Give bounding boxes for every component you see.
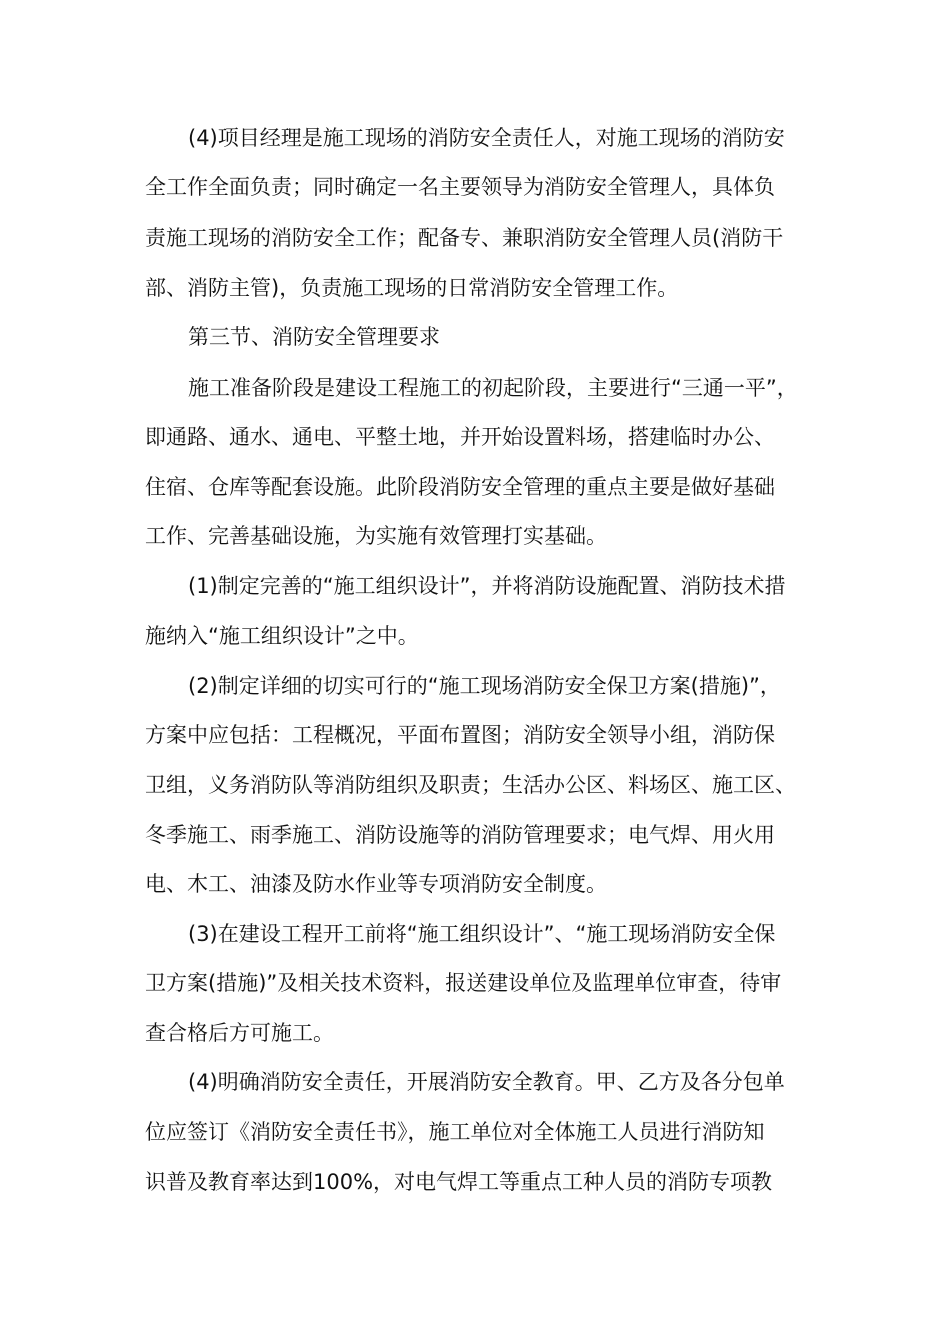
text-line xyxy=(0,820,950,850)
text-line-content: 施工准备阶段是建设工程施工的初起阶段，主要进行“三通一平”， xyxy=(188,376,798,400)
text-line xyxy=(0,273,950,303)
text-line xyxy=(0,521,950,551)
text-line xyxy=(0,919,950,949)
text-line-content: 查合格后方可施工。 xyxy=(145,1021,334,1045)
text-line xyxy=(0,770,950,800)
text-line-content: 位应签订《消防安全责任书》，施工单位对全体施工人员进行消防知 xyxy=(145,1120,765,1144)
text-line-content: 工作、完善基础设施，为实施有效管理打实基础。 xyxy=(145,524,607,548)
text-line xyxy=(0,1067,950,1097)
text-line-content: 责施工现场的消防安全工作；配备专、兼职消防安全管理人员(消防干 xyxy=(145,226,784,250)
text-line-content: 住宿、仓库等配套设施。此阶段消防安全管理的重点主要是做好基础 xyxy=(145,475,775,499)
text-line-content: 冬季施工、雨季施工、消防设施等的消防管理要求；电气焊、用火用 xyxy=(145,823,775,847)
text-line-content: 卫方案(措施)”及相关技术资料，报送建设单位及监理单位审查，待审 xyxy=(145,971,782,995)
text-line-content: 方案中应包括：工程概况，平面布置图；消防安全领导小组，消防保 xyxy=(145,723,775,747)
section-heading-text: 第三节、消防安全管理要求 xyxy=(188,325,440,349)
text-line-content: 识普及教育率达到100%，对电气焊工等重点工种人员的消防专项教 xyxy=(145,1170,773,1194)
text-line xyxy=(0,223,950,253)
text-line xyxy=(0,422,950,452)
text-line xyxy=(0,472,950,502)
text-line xyxy=(0,123,950,153)
section-heading xyxy=(0,322,950,352)
text-line xyxy=(0,172,950,202)
text-line-content: (2)制定详细的切实可行的“施工现场消防安全保卫方案(措施)”， xyxy=(188,674,781,698)
text-line-content: (4)项目经理是施工现场的消防安全责任人，对施工现场的消防安 xyxy=(188,126,785,150)
text-line-content: 卫组，义务消防队等消防组织及职责；生活办公区、料场区、施工区、 xyxy=(145,773,796,797)
text-line-content: (1)制定完善的“施工组织设计”，并将消防设施配置、消防技术措 xyxy=(188,574,786,598)
text-line-content: 部、消防主管)，负责施工现场的日常消防安全管理工作。 xyxy=(145,276,679,300)
text-line xyxy=(0,968,950,998)
text-line xyxy=(0,1117,950,1147)
text-line-content: (3)在建设工程开工前将“施工组织设计”、“施工现场消防安全保 xyxy=(188,922,776,946)
text-line-content: 电、木工、油漆及防水作业等专项消防安全制度。 xyxy=(145,872,607,896)
text-line xyxy=(0,373,950,403)
text-line xyxy=(0,869,950,899)
text-line xyxy=(0,671,950,701)
text-line xyxy=(0,1018,950,1048)
text-line-content: 即通路、通水、通电、平整土地，并开始设置料场，搭建临时办公、 xyxy=(145,425,775,449)
text-line xyxy=(0,1167,950,1197)
text-line-content: 全工作全面负责；同时确定一名主要领导为消防安全管理人，具体负 xyxy=(145,175,775,199)
text-line xyxy=(0,621,950,651)
text-line xyxy=(0,720,950,750)
text-line-content: (4)明确消防安全责任，开展消防安全教育。甲、乙方及各分包单 xyxy=(188,1070,785,1094)
text-line-content: 施纳入“施工组织设计”之中。 xyxy=(145,624,419,648)
text-line xyxy=(0,571,950,601)
